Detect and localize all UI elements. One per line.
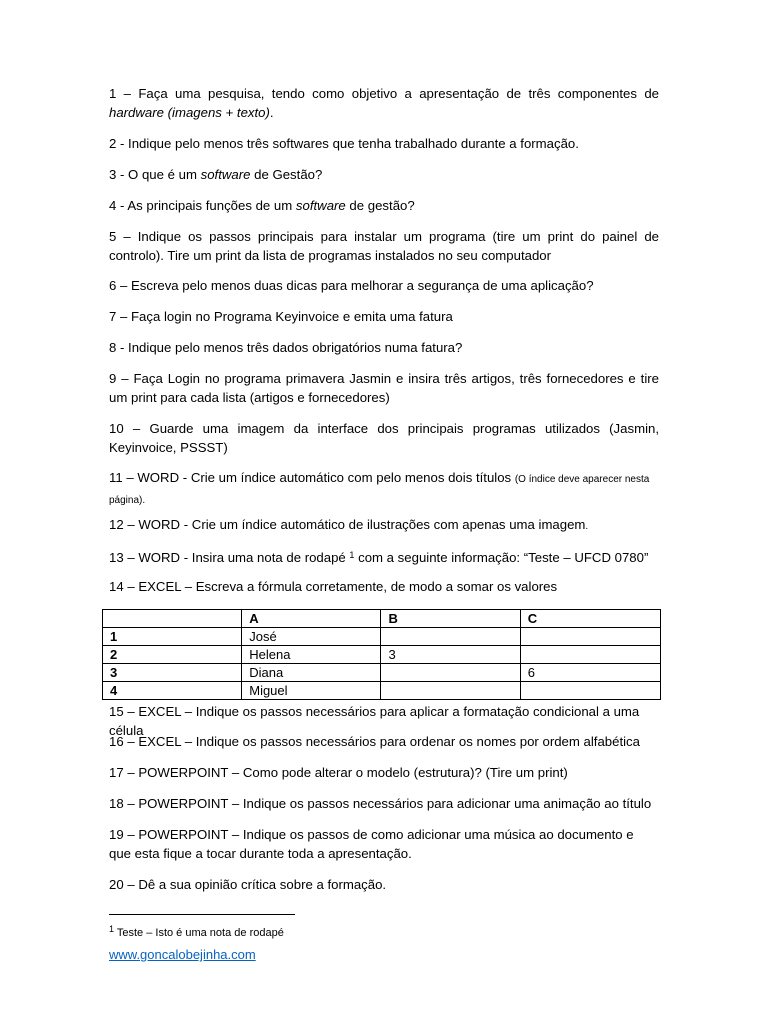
question-18: 18 – POWERPOINT – Indique os passos necessários para adicionar uma animação ao título <box>109 796 652 811</box>
table-cell: 6 <box>520 664 660 682</box>
question-4-pre: 4 - As principais funções de um <box>109 198 296 213</box>
footnote-text: Teste – Isto é uma nota de rodapé <box>114 927 284 939</box>
question-11-text: 11 – WORD - Crie um índice automático com pelo menos dois títulos <box>109 470 515 485</box>
question-5: 5 – Indique os passos principais para instalar um programa (tire um print do painel de controlo). Tire um print da lista de programas instalados no seu computador <box>109 229 659 263</box>
question-9: 9 – Faça Login no programa primavera Jasmin e insira três artigos, três fornecedores e tire um print para cada lista (artigos e fornecedores) <box>109 371 659 405</box>
table-row <box>103 646 661 664</box>
question-19: 19 – POWERPOINT – Indique os passos de como adicionar uma música ao documento e que esta fique a tocar durante toda a apresentação. <box>109 827 634 861</box>
table-cell: Miguel <box>242 682 381 700</box>
table-cell: 3 <box>381 646 520 664</box>
table-cell <box>520 628 660 646</box>
question-11 <box>109 468 659 510</box>
question-13-post: com a seguinte informação: “Teste – UFCD 0780” <box>354 550 649 565</box>
question-6: 6 – Escreva pelo menos duas dicas para melhorar a segurança de uma aplicação? <box>109 278 594 293</box>
question-1-end: . <box>269 105 274 120</box>
row-number: 1 <box>103 628 242 646</box>
table-row <box>103 682 661 700</box>
row-number: 2 <box>103 646 242 664</box>
question-8: 8 - Indique pelo menos três dados obrigatórios numa fatura? <box>109 340 463 355</box>
footnote-separator <box>109 914 295 915</box>
table-cell <box>381 664 520 682</box>
website-link[interactable]: www.goncalobejinha.com <box>109 947 256 962</box>
footnote-mark: 1 <box>109 924 115 934</box>
table-cell: Helena <box>242 646 381 664</box>
question-12-note: . <box>585 521 589 532</box>
question-3-post: de Gestão? <box>250 167 323 182</box>
table-header-cell: C <box>520 610 660 628</box>
question-3-italic: software <box>200 167 251 182</box>
table-header-cell: B <box>381 610 520 628</box>
question-4 <box>109 196 659 215</box>
question-11-note: (O índice deve aparecer nesta página). <box>109 474 650 506</box>
row-number: 3 <box>103 664 242 682</box>
question-12-text: 12 – WORD - Crie um índice automático de ilustrações com apenas uma imagem <box>109 517 586 532</box>
question-7: 7 – Faça login no Programa Keyinvoice e emita uma fatura <box>109 309 453 324</box>
question-16: 16 – EXCEL – Indique os passos necessários para ordenar os nomes por ordem alfabética <box>109 734 640 749</box>
footnote-reference[interactable]: 1 <box>349 550 355 560</box>
question-14: 14 – EXCEL – Escreva a fórmula corretamente, de modo a somar os valores <box>109 579 558 594</box>
table-cell <box>381 682 520 700</box>
excel-table <box>102 609 661 700</box>
question-13 <box>109 546 659 567</box>
question-1-text: 1 – Faça uma pesquisa, tendo como objetivo a apresentação de três componentes de <box>109 86 659 101</box>
table-cell <box>520 646 660 664</box>
table-cell <box>381 628 520 646</box>
table-cell: Diana <box>242 664 381 682</box>
question-20: 20 – Dê a sua opinião crítica sobre a formação. <box>109 877 387 892</box>
row-number: 4 <box>103 682 242 700</box>
question-4-italic: software <box>295 198 346 213</box>
table-header-row <box>103 610 661 628</box>
question-1 <box>109 84 659 122</box>
table-row <box>103 628 661 646</box>
question-17: 17 – POWERPOINT – Como pode alterar o modelo (estrutura)? (Tire um print) <box>109 765 568 780</box>
question-2: 2 - Indique pelo menos três softwares que tenha trabalhado durante a formação. <box>109 136 579 151</box>
question-13-pre: 13 – WORD - Insira uma nota de rodapé <box>109 550 350 565</box>
question-3 <box>109 165 659 184</box>
question-10: 10 – Guarde uma imagem da interface dos principais programas utilizados (Jasmin, Keyinvoice, PSSST) <box>109 421 659 455</box>
question-3-pre: 3 - O que é um <box>109 167 201 182</box>
table-cell: José <box>242 628 381 646</box>
table-row <box>103 664 661 682</box>
question-15: 15 – EXCEL – Indique os passos necessários para aplicar a formatação condicional a uma célula <box>109 704 640 738</box>
footnote <box>109 921 284 941</box>
question-12 <box>109 515 659 536</box>
table-header-cell: A <box>242 610 381 628</box>
table-cell <box>520 682 660 700</box>
table-header-cell <box>103 610 242 628</box>
question-4-post: de gestão? <box>345 198 415 213</box>
question-1-italic: hardware (imagens + texto) <box>109 105 270 120</box>
